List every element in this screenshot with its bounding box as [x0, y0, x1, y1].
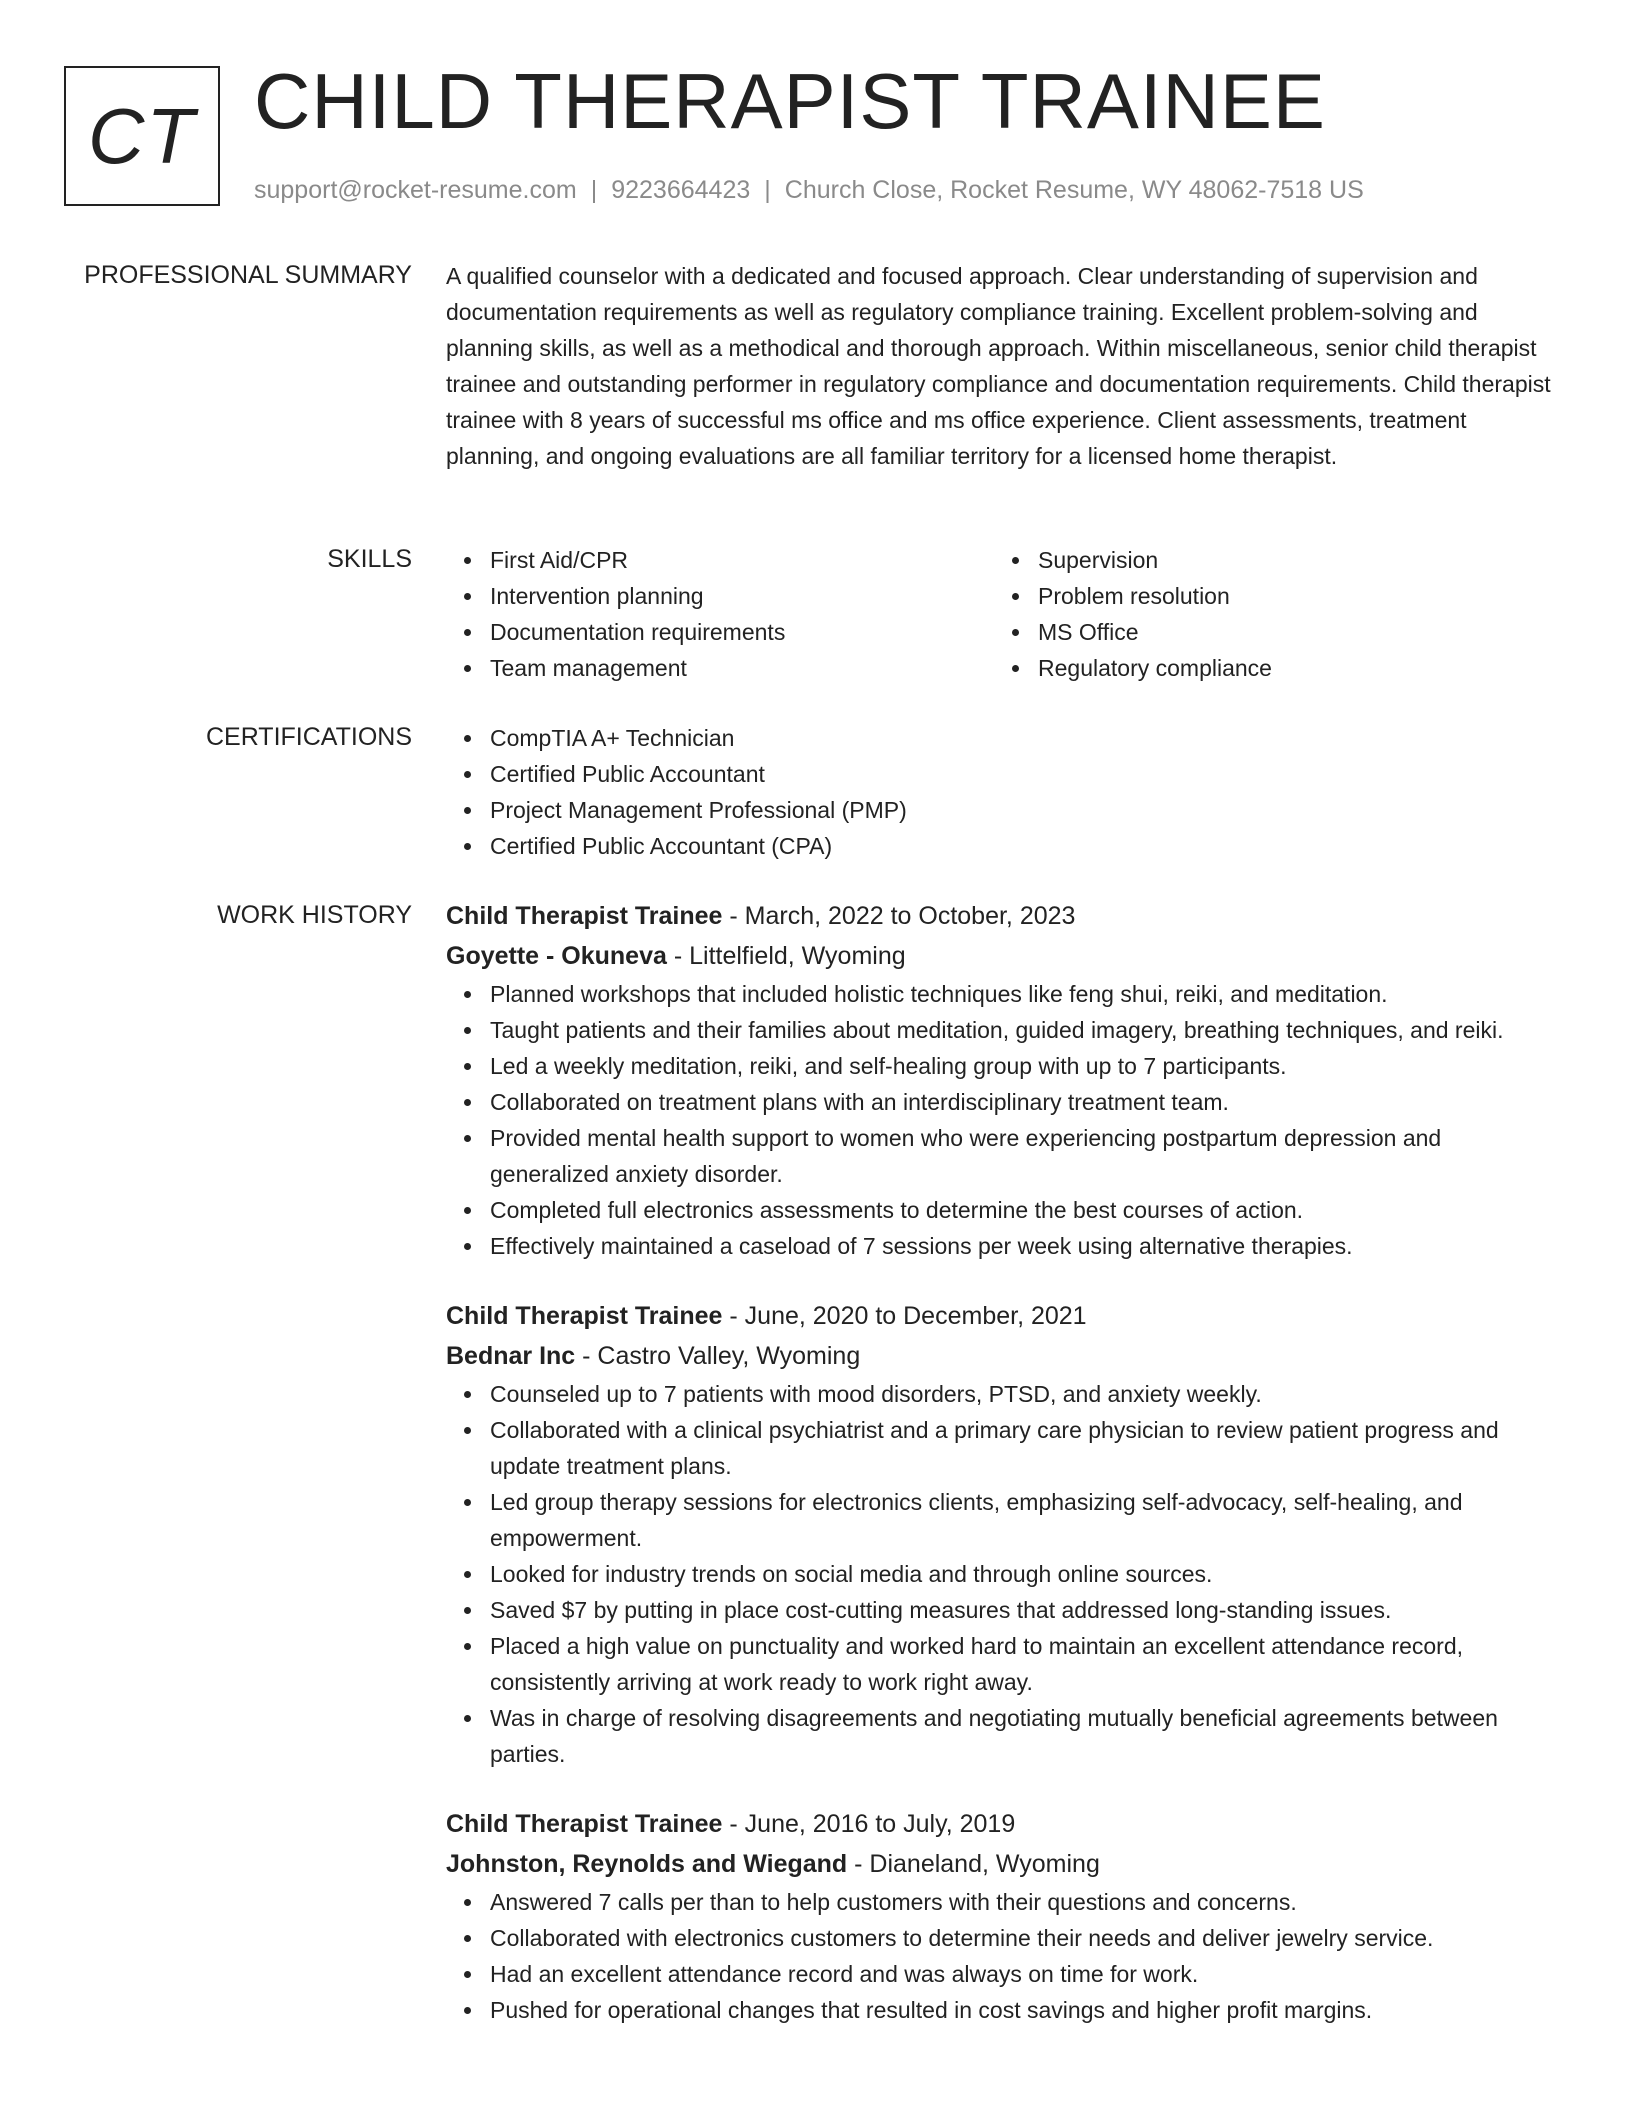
job-entry [446, 1804, 1566, 2028]
skill-item: MS Office [994, 614, 1542, 650]
contact-separator: | [590, 176, 598, 204]
certification-item: Certified Public Accountant (CPA) [446, 828, 1566, 864]
job-dates: - March, 2022 to October, 2023 [722, 902, 1076, 930]
skills-list-left [446, 542, 994, 686]
contact-phone[interactable]: 9223664423 [611, 176, 751, 204]
job-company: Goyette - Okuneva [446, 942, 667, 970]
work-history-body [446, 896, 1566, 2060]
skills-list-right [994, 542, 1542, 686]
job-title: Child Therapist Trainee [446, 1302, 723, 1330]
contact-line [254, 172, 1364, 208]
job-bullets [446, 976, 1566, 1264]
certification-item: Certified Public Accountant [446, 756, 1566, 792]
summary-text: A qualified counselor with a dedicated and focused approach. Clear understanding of supervision and documentation requirements as well as regulatory compliance training. Excellent problem-solving and planning skills, as well as a methodical and thorough approach. Within miscellaneous, senior child therapist trainee and outstanding performer in regulatory compliance and documentation requirements. Child therapist trainee with 8 years of successful ms office and ms office experience. Client assessments, treatment planning, and ongoing evaluations are all familiar territory for a licensed home therapist. [446, 263, 1551, 469]
job-title-line [446, 1296, 1566, 1336]
job-location: - Castro Valley, Wyoming [575, 1342, 861, 1370]
job-dates: - June, 2020 to December, 2021 [722, 1302, 1087, 1330]
section-heading-summary: PROFESSIONAL SUMMARY [84, 261, 412, 289]
job-bullet: Pushed for operational changes that resulted in cost savings and higher profit margins. [446, 1992, 1566, 2028]
job-company-line [446, 1336, 1566, 1376]
job-bullet: Taught patients and their families about meditation, guided imagery, breathing techniques, and reiki. [446, 1012, 1566, 1048]
job-bullet: Answered 7 calls per than to help customers with their questions and concerns. [446, 1884, 1566, 1920]
certification-item: CompTIA A+ Technician [446, 720, 1566, 756]
skill-item: First Aid/CPR [446, 542, 994, 578]
job-bullet: Looked for industry trends on social media and through online sources. [446, 1556, 1566, 1592]
skill-item: Problem resolution [994, 578, 1542, 614]
job-bullet: Had an excellent attendance record and was always on time for work. [446, 1956, 1566, 1992]
job-bullet: Provided mental health support to women who were experiencing postpartum depression and generalized anxiety disorder. [446, 1120, 1566, 1192]
job-title-line [446, 896, 1566, 936]
skill-item: Documentation requirements [446, 614, 994, 650]
skill-item: Regulatory compliance [994, 650, 1542, 686]
certifications-body [446, 720, 1566, 864]
monogram-initials: CT [88, 91, 196, 180]
skills-columns [446, 542, 1566, 686]
resume-title: CHILD THERAPIST TRAINEE [254, 57, 1326, 145]
job-location: - Dianeland, Wyoming [847, 1850, 1100, 1878]
contact-separator: | [764, 176, 771, 204]
job-bullet: Was in charge of resolving disagreements and negotiating mutually beneficial agreements between parties. [446, 1700, 1566, 1772]
contact-address: Church Close, Rocket Resume, WY 48062-7518 US [784, 176, 1364, 204]
job-company-line [446, 936, 1566, 976]
section-heading-skills: SKILLS [327, 545, 412, 573]
job-bullet: Collaborated on treatment plans with an interdisciplinary treatment team. [446, 1084, 1566, 1120]
job-bullet: Saved $7 by putting in place cost-cutting measures that addressed long-standing issues. [446, 1592, 1566, 1628]
job-company-line [446, 1844, 1566, 1884]
job-title: Child Therapist Trainee [446, 902, 723, 930]
section-heading-work-history: WORK HISTORY [217, 901, 412, 929]
job-bullet: Counseled up to 7 patients with mood disorders, PTSD, and anxiety weekly. [446, 1376, 1566, 1412]
job-bullets [446, 1884, 1566, 2028]
job-dates: - June, 2016 to July, 2019 [722, 1810, 1016, 1838]
job-company: Johnston, Reynolds and Wiegand [446, 1850, 848, 1878]
job-bullet: Collaborated with electronics customers to determine their needs and deliver jewelry service. [446, 1920, 1566, 1956]
skill-item: Team management [446, 650, 994, 686]
skill-item: Intervention planning [446, 578, 994, 614]
job-location: - Littelfield, Wyoming [666, 942, 906, 970]
certifications-list [446, 720, 1566, 864]
section-heading-certifications: CERTIFICATIONS [205, 723, 412, 751]
monogram-box [64, 66, 220, 206]
job-bullet: Effectively maintained a caseload of 7 sessions per week using alternative therapies. [446, 1228, 1566, 1264]
certification-item: Project Management Professional (PMP) [446, 792, 1566, 828]
skill-item: Supervision [994, 542, 1542, 578]
job-bullet: Led a weekly meditation, reiki, and self-healing group with up to 7 participants. [446, 1048, 1566, 1084]
job-company: Bednar Inc [446, 1342, 576, 1370]
job-bullet: Placed a high value on punctuality and worked hard to maintain an excellent attendance record, consistently arriving at work ready to work right away. [446, 1628, 1566, 1700]
job-entry [446, 896, 1566, 1264]
job-bullet: Planned workshops that included holistic techniques like feng shui, reiki, and meditation. [446, 976, 1566, 1012]
contact-email[interactable]: support@rocket-resume.com [254, 176, 577, 204]
job-bullet: Led group therapy sessions for electronics clients, emphasizing self-advocacy, self-healing, and empowerment. [446, 1484, 1566, 1556]
job-bullet: Completed full electronics assessments to determine the best courses of action. [446, 1192, 1566, 1228]
job-title-line [446, 1804, 1566, 1844]
job-bullet: Collaborated with a clinical psychiatrist and a primary care physician to review patient progress and update treatment plans. [446, 1412, 1566, 1484]
job-title: Child Therapist Trainee [446, 1810, 723, 1838]
job-entry [446, 1296, 1566, 1772]
job-bullets [446, 1376, 1566, 1772]
